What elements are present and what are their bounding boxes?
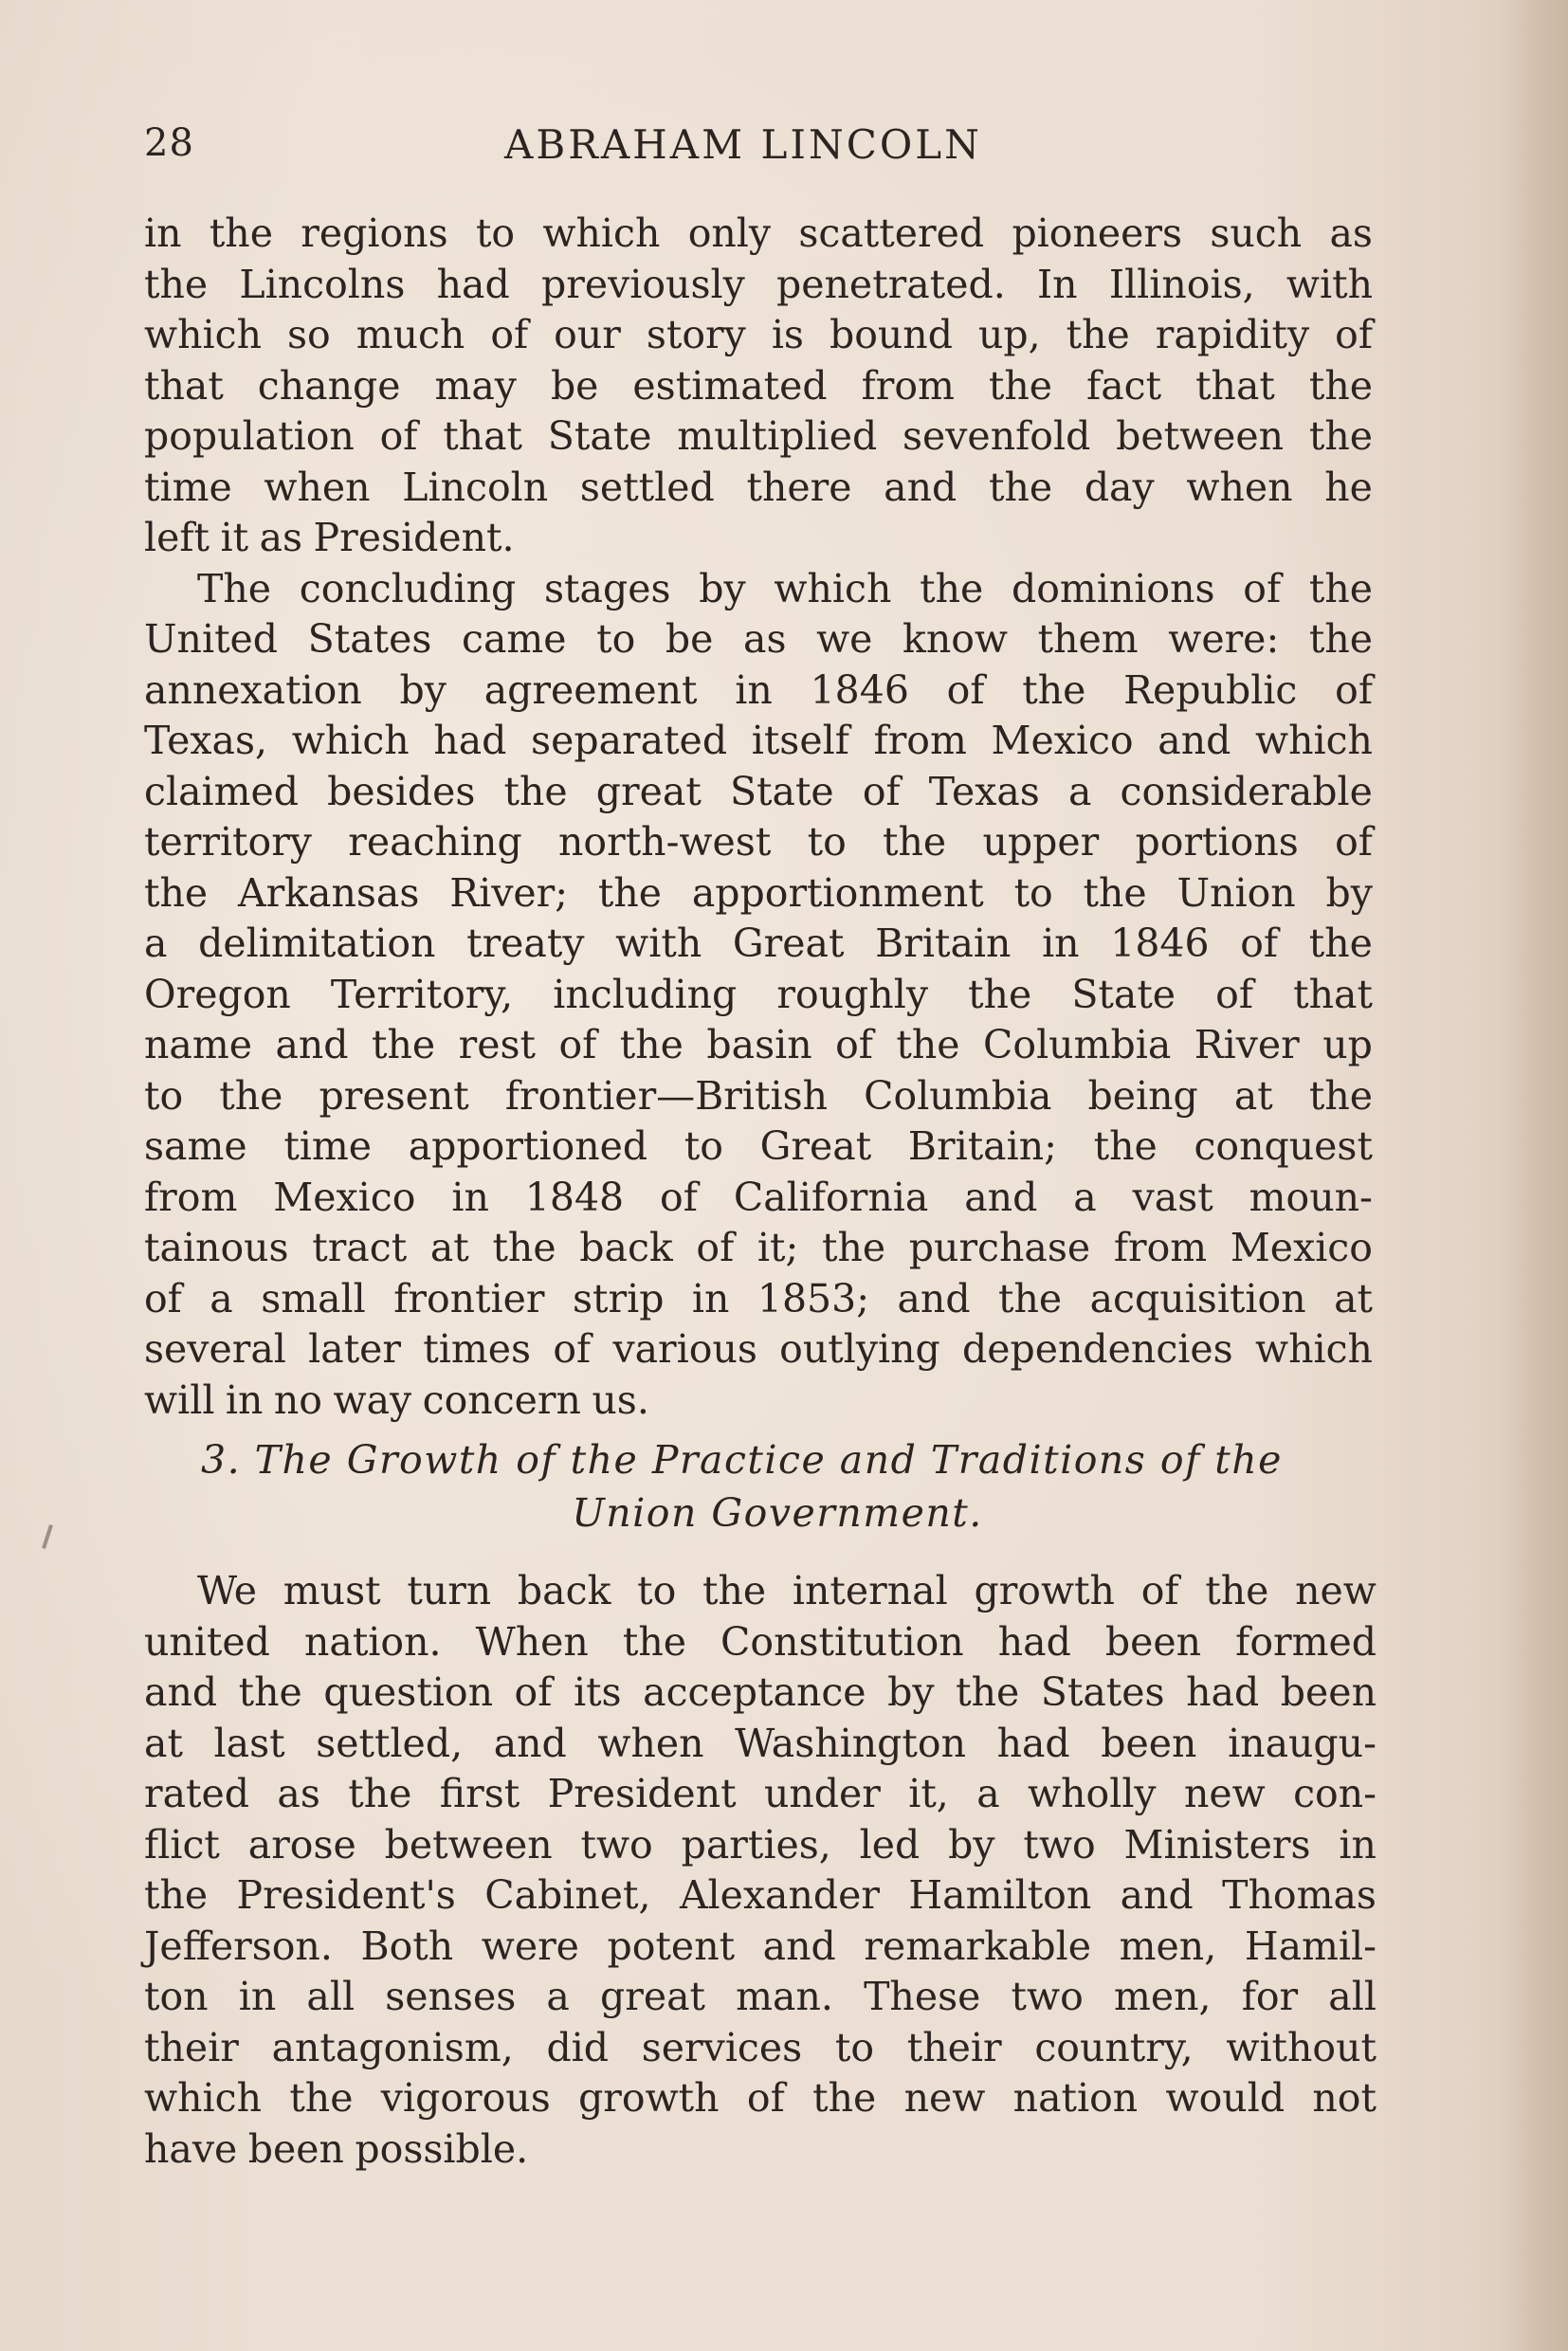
text-line: name and the rest of the basin of the Columbia River up (144, 1022, 1373, 1067)
text-line: from Mexico in 1848 of California and a vast moun- (144, 1174, 1373, 1220)
text-line: Texas, which had separated itself from Mexico and which (144, 718, 1373, 763)
text-line: their antagonism, did services to their country, without (144, 2024, 1377, 2070)
text-line: a delimitation treaty with Great Britain in 1846 of the (144, 920, 1373, 966)
text-line: claimed besides the great State of Texas a considerable (144, 768, 1373, 814)
text-line: have been possible. (144, 2125, 529, 2172)
text-line: which the vigorous growth of the new nation would not (144, 2075, 1377, 2121)
text-line: the Arkansas River; the apportionment to the Union by (144, 869, 1373, 916)
text-line: several later times of various outlying dependencies which (144, 1326, 1373, 1372)
text-line: at last settled, and when Washington had been inaugu- (144, 1720, 1377, 1766)
running-head (144, 121, 1377, 178)
text-line: united nation. When the Constitution had been formed (144, 1618, 1377, 1665)
text-line: annexation by agreement in 1846 of the Republic of (144, 666, 1373, 713)
text-line: and the question of its acceptance by the States had been (144, 1669, 1377, 1715)
text-line: We must turn back to the internal growth of the new (197, 1568, 1377, 1613)
text-line: in the regions to which only scattered pioneers such as (144, 210, 1373, 256)
text-line: The concluding stages by which the dominions of the (197, 565, 1373, 611)
text-line: to the present frontier—British Columbia being at the (144, 1072, 1373, 1119)
text-line: population of that State multiplied sevenfold between the (144, 413, 1373, 459)
text-line: ton in all senses a great man. These two men, for all (144, 1974, 1377, 2019)
text-line: territory reaching north-west to the upper portions of (144, 819, 1373, 865)
margin-pencil-mark (42, 1524, 53, 1549)
section-heading (144, 1433, 1373, 1540)
text-line: the President's Cabinet, Alexander Hamilton and Thomas (144, 1872, 1377, 1918)
text-line: time when Lincoln settled there and the day when he (144, 464, 1373, 510)
text-line: that change may be estimated from the fact that the (144, 362, 1373, 409)
text-line: flict arose between two parties, led by two Ministers in (144, 1821, 1377, 1868)
text-line: United States came to be as we know them were: the (144, 616, 1373, 662)
text-line: Jefferson. Both were potent and remarkable men, Hamil- (144, 1923, 1377, 1969)
page-number: 28 (144, 121, 194, 165)
text-line: same time apportioned to Great Britain; the conquest (144, 1123, 1373, 1169)
text-line: rated as the first President under it, a wholly new con- (144, 1771, 1377, 1816)
text-line: tainous tract at the back of it; the purchase from Mexico (144, 1225, 1373, 1270)
section-heading-line-1: 3. The Growth of the Practice and Traditions of the (201, 1437, 1283, 1483)
body-text-bottom (144, 1566, 1377, 2175)
text-line: will in no way concern us. (144, 1376, 649, 1423)
text-line: the Lincolns had previously penetrated. In Illinois, with (144, 261, 1373, 307)
text-line: of a small frontier strip in 1853; and the acquisition at (144, 1275, 1373, 1321)
body-text-top (144, 209, 1373, 1426)
page-edge-shadow (1502, 0, 1568, 2351)
book-title: ABRAHAM LINCOLN (504, 121, 982, 168)
text-line: which so much of our story is bound up, the rapidity of (144, 312, 1373, 357)
section-heading-line-2: Union Government. (572, 1490, 983, 1536)
text-line: left it as President. (144, 515, 515, 560)
text-line: Oregon Territory, including roughly the State of that (144, 971, 1373, 1017)
